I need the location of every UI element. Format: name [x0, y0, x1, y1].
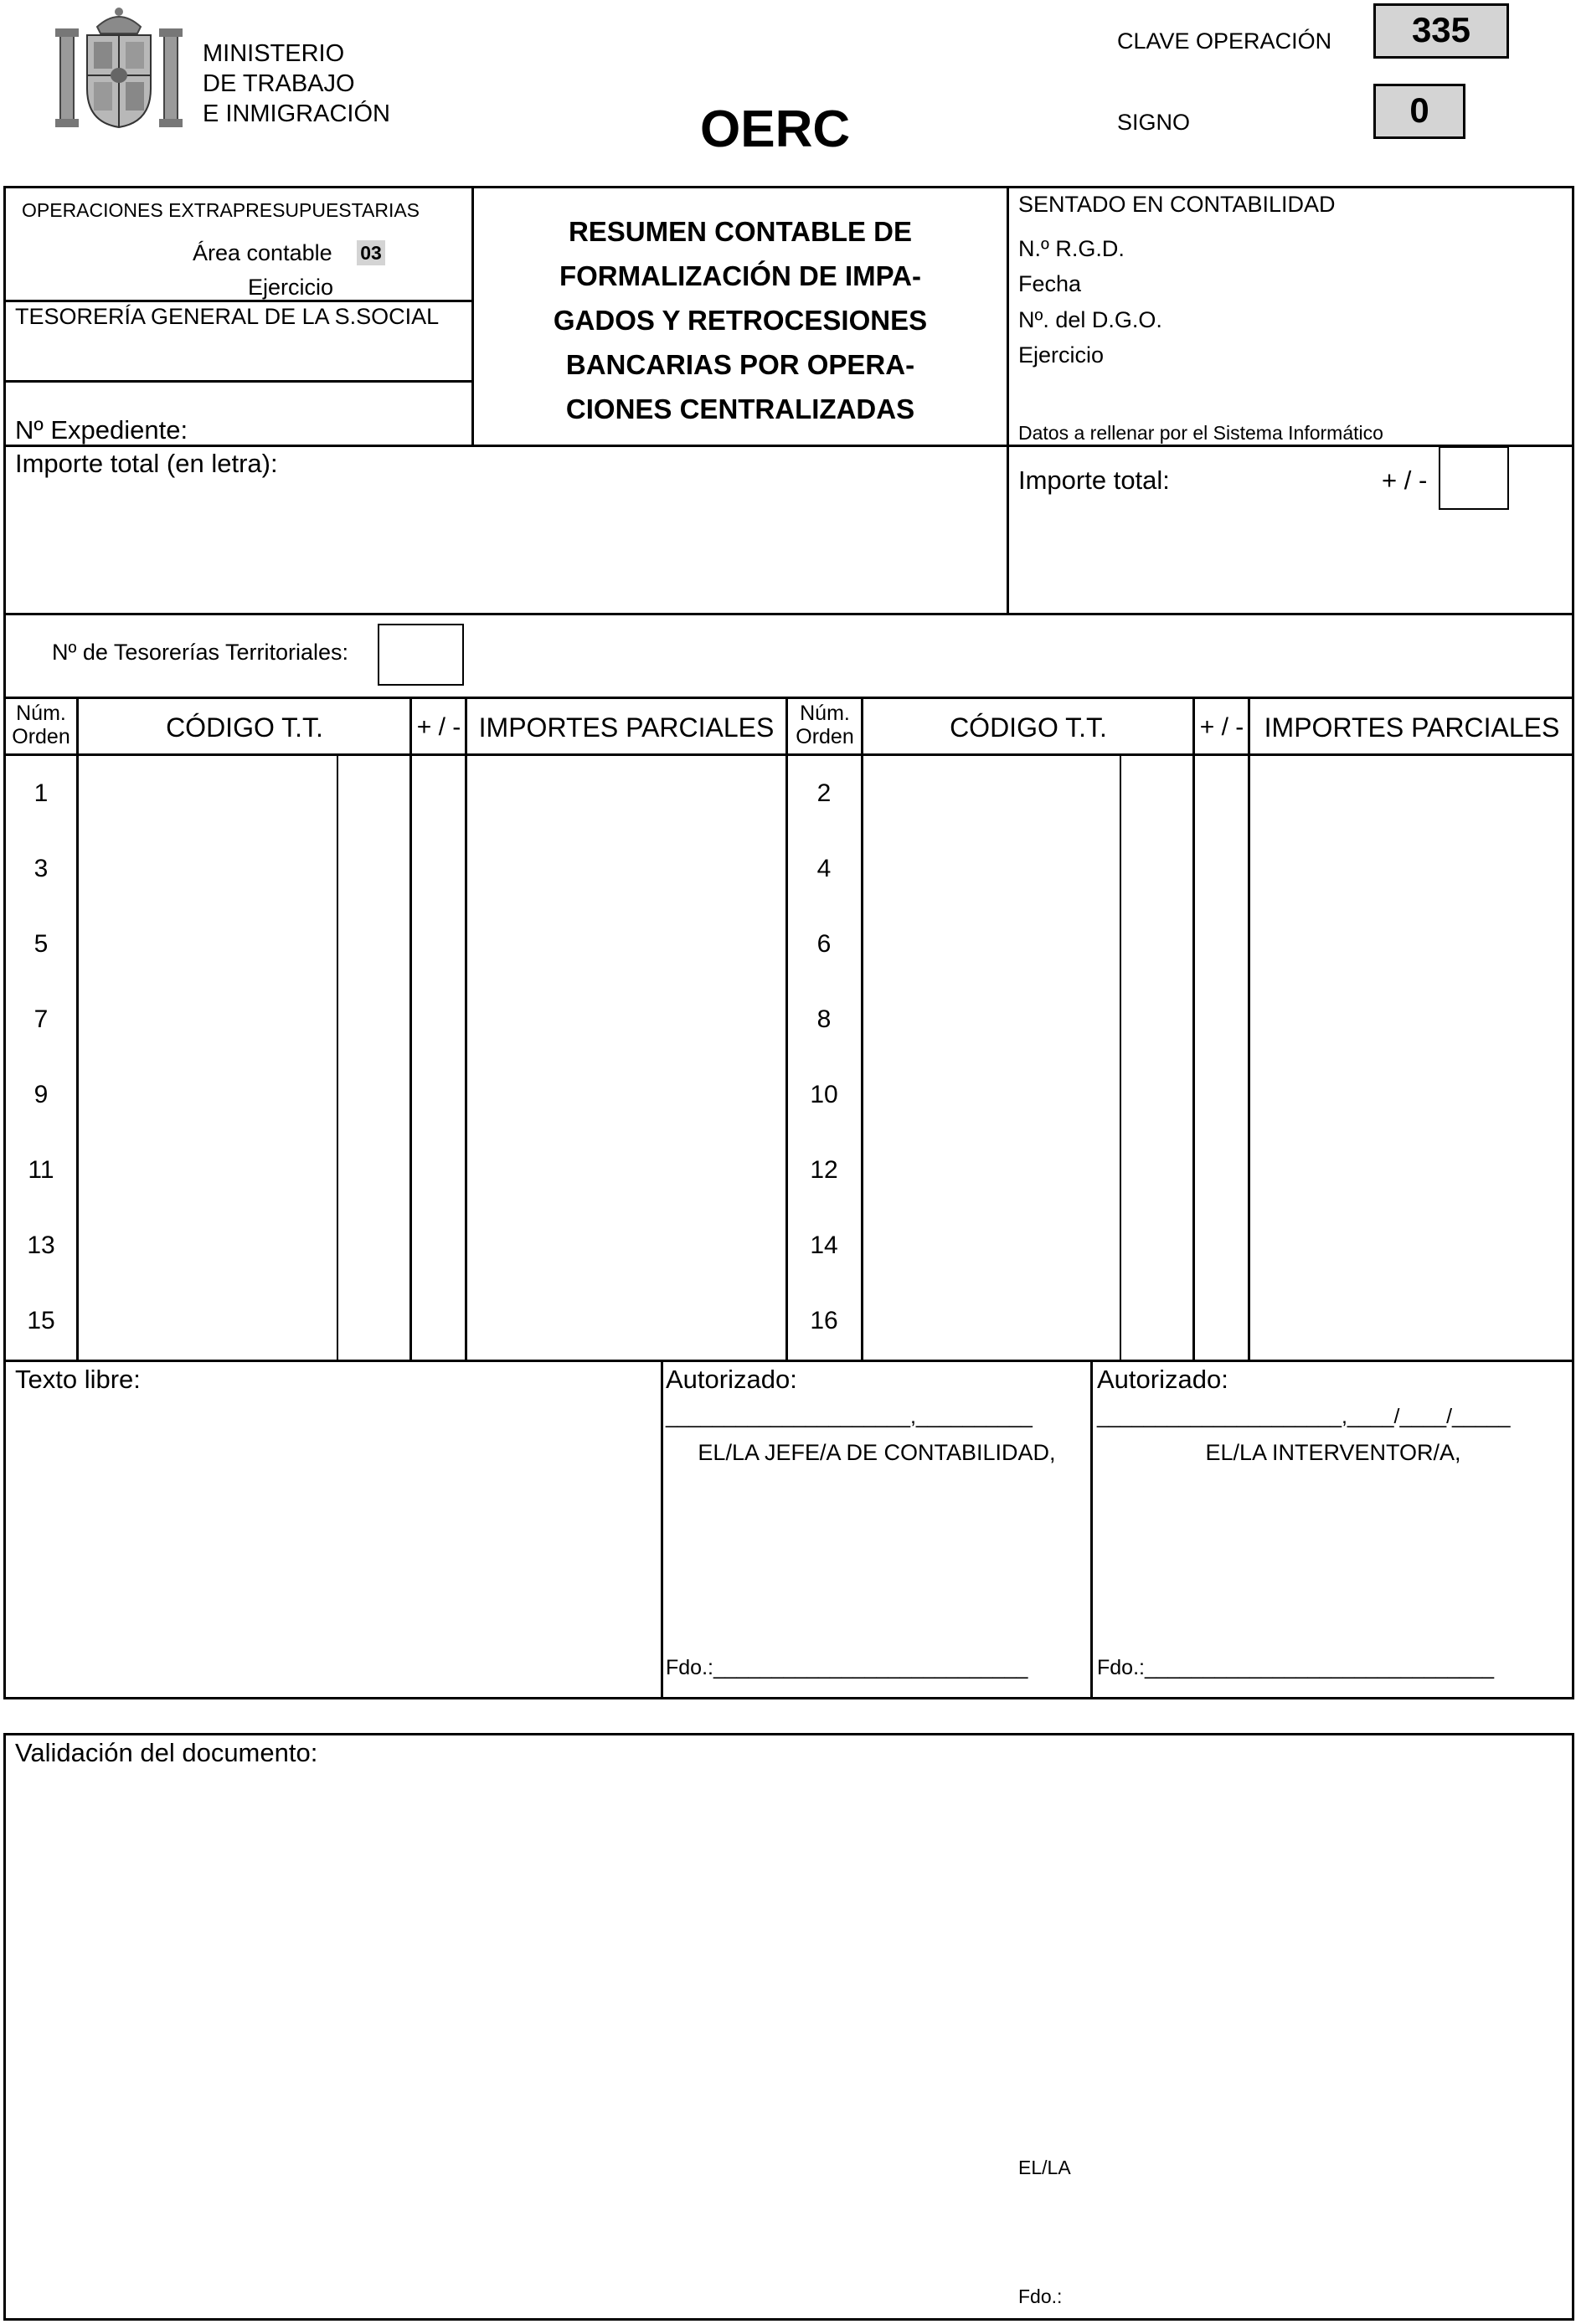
divider — [1248, 697, 1250, 1361]
expediente-field[interactable]: Nº Expediente: — [15, 415, 188, 445]
row-number: 7 — [33, 1005, 49, 1033]
row-number: 13 — [27, 1231, 55, 1259]
importe-total-label: Importe total: — [1018, 465, 1170, 495]
validacion-ella-label: EL/LA — [1018, 2157, 1071, 2178]
clave-operacion-text: 335 — [1411, 10, 1471, 49]
ministry-name-line3: E INMIGRACIÓN — [203, 100, 390, 127]
row-number: 16 — [810, 1307, 838, 1334]
sign-header: + / - — [1199, 713, 1244, 741]
divider — [1007, 186, 1009, 614]
clave-operacion-value — [1373, 3, 1509, 59]
dgo-label: Nº. del D.G.O. — [1018, 307, 1162, 332]
divider — [3, 300, 473, 302]
fecha-label: Fecha — [1018, 271, 1082, 296]
rgd-label: N.º R.G.D. — [1018, 236, 1125, 261]
document-title — [474, 209, 1007, 431]
title-line: BANCARIAS POR OPERA- — [565, 349, 915, 380]
tesorerias-count-box[interactable] — [378, 624, 464, 686]
signo-label: SIGNO — [1117, 110, 1191, 135]
ejercicio-label: Ejercicio — [248, 275, 334, 300]
divider — [3, 753, 1574, 756]
sentado-label: SENTADO EN CONTABILIDAD — [1018, 192, 1336, 217]
codigo-header: CÓDIGO T.T. — [166, 712, 323, 743]
header-text: Núm. — [800, 702, 850, 725]
importes-header: IMPORTES PARCIALES — [1264, 712, 1560, 743]
fecha-lugar-line[interactable]: _____________________,____/____/_____ — [1097, 1405, 1511, 1428]
interventor-label: EL/LA INTERVENTOR/A, — [1205, 1440, 1461, 1465]
texto-libre-field[interactable]: Texto libre: — [15, 1365, 141, 1394]
firma-jefe-line[interactable]: Fdo.:___________________________ — [666, 1656, 1028, 1679]
title-line: CIONES CENTRALIZADAS — [565, 393, 915, 424]
num-orden-header — [788, 702, 862, 748]
fecha-lugar-line[interactable]: _____________________,__________ — [666, 1405, 1033, 1428]
tesorerias-label: Nº de Tesorerías Territoriales: — [52, 640, 349, 665]
validacion-label: Validación del documento: — [15, 1738, 318, 1767]
row-number: 6 — [816, 930, 832, 958]
row-number: 10 — [810, 1081, 838, 1108]
title-line: RESUMEN CONTABLE DE — [568, 216, 913, 247]
validacion-frame — [3, 1733, 1574, 2321]
row-number: 2 — [816, 779, 832, 807]
validacion-firma-label: Fdo.: — [1018, 2285, 1063, 2307]
row-number: 15 — [27, 1307, 55, 1334]
row-number: 12 — [810, 1156, 838, 1184]
num-orden-header — [5, 702, 77, 748]
form-code: OERC — [700, 100, 851, 158]
row-number: 14 — [810, 1231, 838, 1259]
divider — [3, 1360, 1574, 1362]
divider — [1090, 1360, 1093, 1699]
row-number: 5 — [33, 930, 49, 958]
datos-sistema-label: Datos a rellenar por el Sistema Informático — [1018, 422, 1383, 444]
row-number: 4 — [816, 855, 832, 882]
divider — [409, 697, 412, 1361]
importe-sign-box[interactable] — [1439, 446, 1509, 510]
area-contable-label: Área contable — [193, 240, 332, 265]
firma-interventor-line[interactable]: Fdo.:______________________________ — [1097, 1656, 1495, 1679]
divider — [3, 697, 1574, 699]
row-number: 3 — [33, 855, 49, 882]
importe-sign-label: + / - — [1382, 465, 1428, 495]
operaciones-label: OPERACIONES EXTRAPRESUPUESTARIAS — [22, 199, 420, 221]
sign-header: + / - — [416, 713, 461, 741]
row-number: 9 — [33, 1081, 49, 1108]
divider — [861, 697, 863, 1361]
divider — [661, 1360, 663, 1699]
coat-of-arms-logo — [54, 5, 184, 131]
codigo-header: CÓDIGO T.T. — [950, 712, 1107, 743]
title-line: FORMALIZACIÓN DE IMPA- — [559, 260, 921, 291]
clave-operacion-label: CLAVE OPERACIÓN — [1117, 28, 1332, 54]
signo-value — [1373, 84, 1465, 139]
divider — [1192, 697, 1195, 1361]
signo-text: 0 — [1409, 90, 1429, 130]
divider — [1120, 755, 1121, 1361]
autorizado-label: Autorizado: — [666, 1365, 797, 1394]
ministry-name-line2: DE TRABAJO — [203, 70, 355, 97]
divider — [3, 380, 473, 383]
autorizado-label: Autorizado: — [1097, 1365, 1228, 1394]
row-number: 1 — [33, 779, 49, 807]
row-number: 8 — [816, 1005, 832, 1033]
area-contable-value: 03 — [357, 240, 385, 265]
importe-letra-field[interactable]: Importe total (en letra): — [15, 449, 278, 478]
title-line: GADOS Y RETROCESIONES — [553, 305, 928, 336]
header-text: Orden — [796, 725, 854, 748]
divider — [3, 613, 1574, 615]
header-text: Núm. — [16, 702, 66, 725]
row-number: 11 — [28, 1156, 54, 1184]
header-text: Orden — [12, 725, 70, 748]
ministry-name-line1: MINISTERIO — [203, 40, 345, 67]
divider — [3, 445, 1574, 447]
divider — [465, 697, 467, 1361]
tesoreria-label: TESORERÍA GENERAL DE LA S.SOCIAL — [15, 304, 440, 329]
ejercicio-right-label: Ejercicio — [1018, 342, 1105, 368]
importes-header: IMPORTES PARCIALES — [478, 712, 775, 743]
divider — [337, 755, 338, 1361]
jefe-contabilidad-label: EL/LA JEFE/A DE CONTABILIDAD, — [698, 1440, 1056, 1465]
